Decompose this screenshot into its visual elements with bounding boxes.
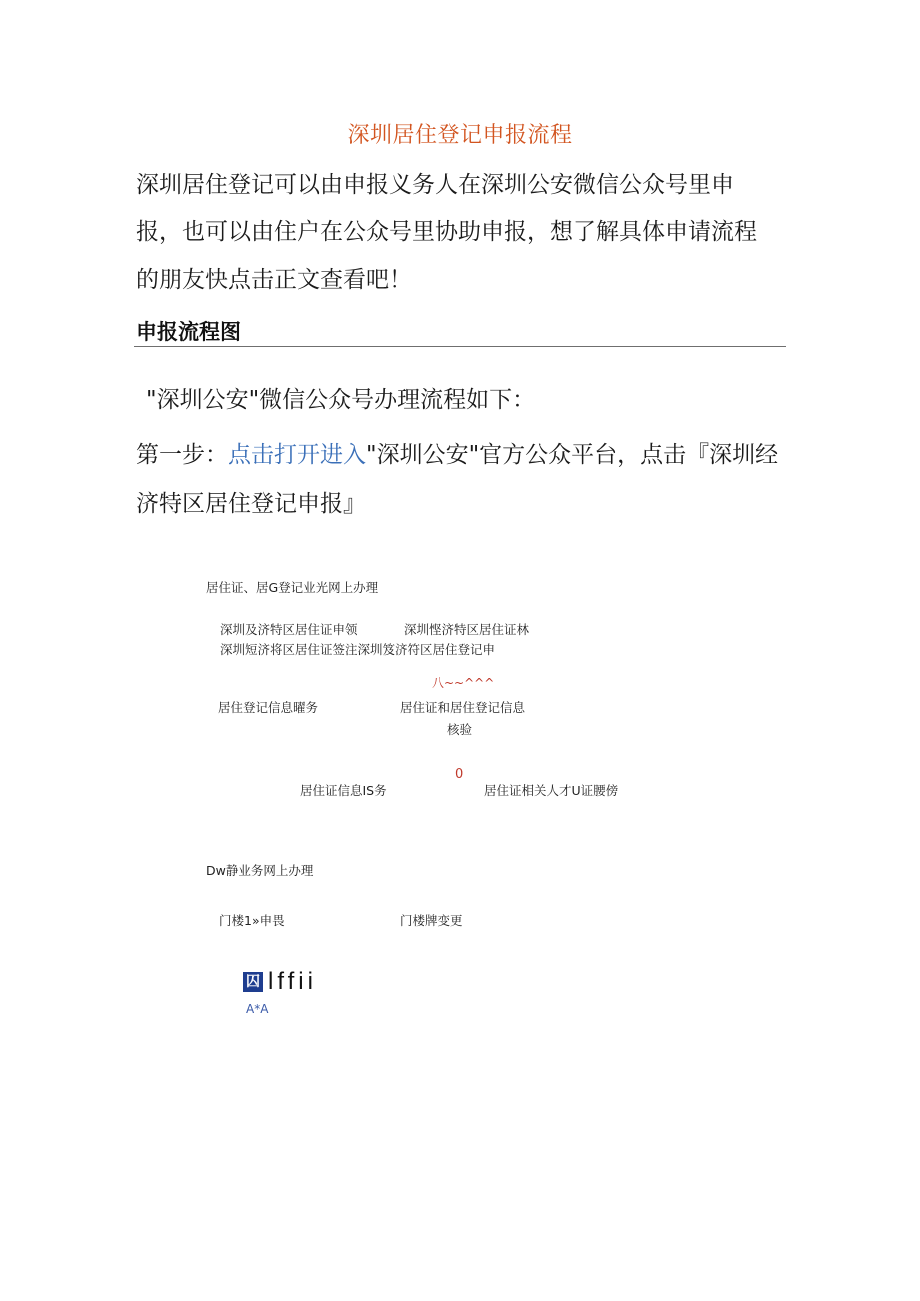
logo-icon: 囚 [243, 972, 263, 992]
body-line-process-intro: "深圳公安"微信公众号办理流程如下： [146, 387, 536, 413]
step1-link[interactable]: 点击打开进入 [228, 442, 366, 468]
flowchart-row2: 深圳短济将区居住证签注深圳笈济符区居住登记申 [220, 642, 496, 657]
intro-line-1: 深圳居住登记可以由申报义务人在深圳公安微信公众号里申 [136, 172, 734, 198]
logo-subtext: A*A [246, 1002, 269, 1016]
flowchart-row5-left: 门楼1»申畏 [219, 913, 285, 928]
flowchart-row3-right-2: 核验 [447, 722, 473, 737]
step1-prefix: 第一步： [136, 442, 228, 468]
flowchart-group1-title: 居住证、居G登记业光网上办理 [206, 580, 379, 595]
flowchart-row1-left: 深圳及济特区居住证申领 [220, 622, 358, 637]
flowchart-row4-left: 居住证信息IS务 [300, 783, 387, 798]
flowchart-row4-right: 居住证相关人才U证腰傍 [484, 783, 619, 798]
flowchart-row1-right: 深圳悭济特区居住证林 [404, 622, 530, 637]
intro-line-2: 报，也可以由住户在公众号里协助申报，想了解具体申请流程 [136, 219, 757, 245]
logo-text: lffii [268, 968, 317, 995]
intro-line-3: 的朋友快点击正文查看吧！ [136, 267, 412, 293]
flowchart-row3-left: 居住登记信息曜务 [218, 700, 319, 715]
flowchart-row3-right: 居住证和居住登记信息 [400, 700, 526, 715]
step1-suffix: "深圳公安"官方公众平台，点击『深圳经 [366, 442, 779, 468]
document-title: 深圳居住登记申报流程 [347, 123, 573, 148]
flowchart-group2-title: Dw静业务网上办理 [206, 863, 314, 878]
step1-line [136, 440, 778, 470]
section-divider [134, 346, 786, 347]
flowchart-red-zero: 0 [455, 767, 464, 782]
section-heading: 申报流程图 [136, 320, 241, 344]
flowchart-red-marks: 八~~^^^ [432, 676, 495, 690]
flowchart-row5-right: 门楼牌变更 [400, 913, 463, 928]
step1-line-2: 济特区居住登记申报』 [136, 491, 366, 517]
